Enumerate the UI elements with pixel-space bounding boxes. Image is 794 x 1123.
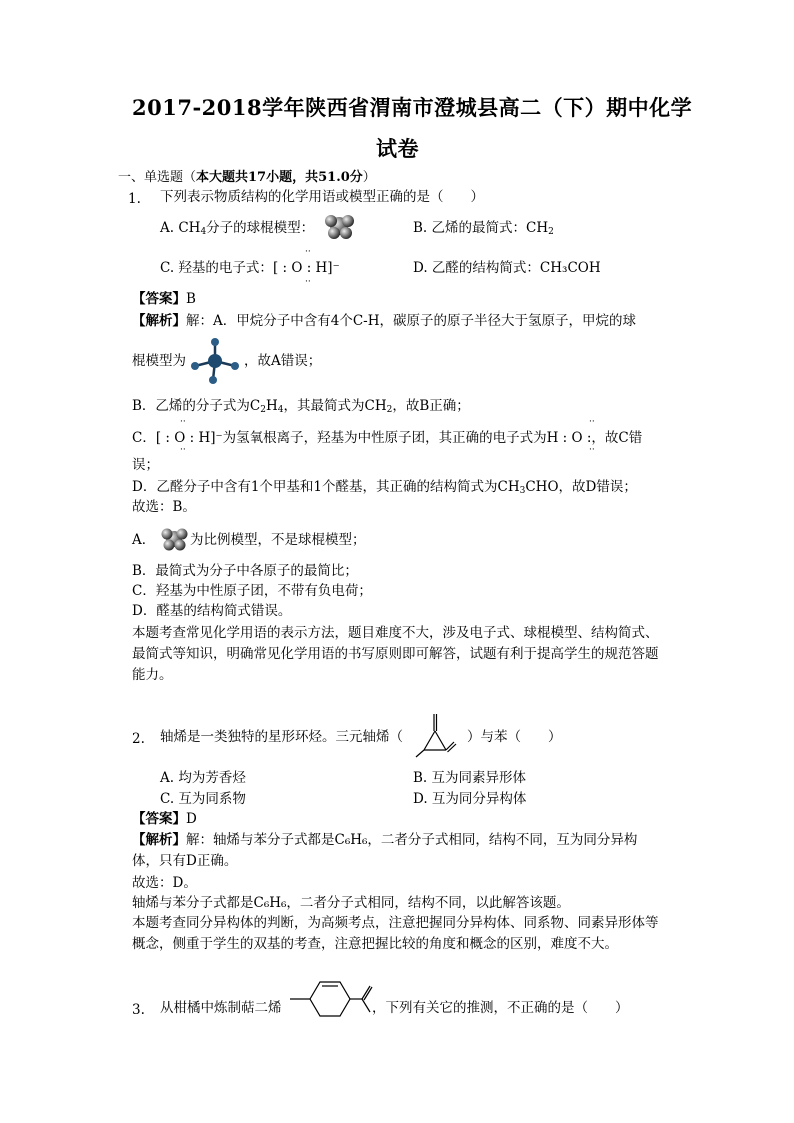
q1-option-c-dots-top: ··	[305, 247, 311, 257]
q1-option-a	[160, 218, 314, 238]
q1-option-c-formula: [ : O : H]⁻	[272, 260, 340, 276]
q2-point: 轴烯与苯分子式都是C₆H₆，二者分子式相同，结构不同，以此解答该题。	[132, 895, 570, 911]
q2-answer-label: 【答案】	[132, 811, 186, 827]
q1-option-a-sub: 4	[200, 227, 207, 237]
q1-analysis-b-mid: H	[265, 398, 278, 414]
q2-number: 2.	[132, 731, 145, 747]
methane-space-filling-small-icon	[158, 524, 190, 554]
q1-analysis-c-correct: H : O :	[546, 430, 592, 446]
q1-number: 1.	[128, 191, 141, 207]
q1-analysis-d	[132, 477, 637, 497]
q1-analysis-b-sub1: 2	[260, 405, 266, 415]
q3-stem-suffix: ，下列有关它的推测，不正确的是（ ）	[372, 1000, 629, 1016]
q1-summary: 本题考查常见化学用语的表示方法，题目难度不大，涉及电子式、球棍模型、结构简式、最简式等知识，明确常见化学用语的书写原则即可解答，试题有利于提高学生的规范答题能力。	[132, 625, 659, 683]
q1-analysis-text1: 解：A．甲烷分子中含有4个C-H，碳原子的原子半径大于氢原子，甲烷的球	[186, 313, 637, 329]
q1-analysis-line2-suffix: ，故A错误；	[244, 353, 322, 369]
q1-option-b	[413, 218, 554, 238]
q2-choose: 故选：D。	[132, 875, 197, 891]
q1-analysis-b-prefix: B．乙烯的分子式为C	[132, 398, 261, 414]
q1-answer	[132, 289, 196, 309]
q1-analysis-line2	[132, 351, 186, 371]
q2-option-a: A. 均为芳香烃	[160, 770, 246, 786]
q1-option-c-prefix: C. 羟基的电子式：	[160, 260, 273, 276]
q1-point-b: B．最简式为分子中各原子的最简比；	[132, 563, 358, 579]
q1-option-b-text: B. 乙烯的最简式：CH	[413, 220, 549, 236]
q1-stem: 下列表示物质结构的化学用语或模型正确的是（ ）	[160, 189, 484, 205]
q2-analysis	[132, 830, 664, 872]
q1-option-a-prefix: A. CH	[160, 220, 201, 236]
q1-analysis-c-dots-top: ··	[180, 417, 186, 427]
section-heading-bold: 本大题共17小题，共51.0分	[196, 170, 363, 185]
q3-stem-prefix: 从柑橘中炼制萜二烯	[160, 1000, 282, 1016]
q1-point-a-suffix: 为比例模型，不是球棍模型；	[190, 532, 366, 548]
q1-analysis-line2-prefix: 棍模型为	[132, 353, 186, 369]
q2-option-c: C. 互为同系物	[160, 791, 246, 807]
q1-answer-label: 【答案】	[132, 291, 186, 307]
q1-analysis-line1	[132, 311, 636, 331]
q1-analysis-b-sub3: 2	[386, 405, 393, 415]
q1-analysis-c-correct-dots-bottom: ··	[589, 445, 595, 455]
q1-analysis-d-mid: CHO，故D错误；	[525, 479, 637, 495]
q1-point-d: D．醛基的结构简式错误。	[132, 603, 292, 619]
q1-analysis-b-sub2: 4	[277, 405, 284, 415]
exam-title-line2: 试卷	[376, 136, 419, 161]
q1-option-c-dots-bottom: ··	[305, 277, 311, 287]
limonene-structure-icon	[290, 980, 376, 1026]
section-heading-prefix: 一、单选题（	[118, 170, 197, 185]
q1-analysis-c-correct-dots-top: ··	[589, 417, 595, 427]
q2-option-b: B. 互为同素异形体	[413, 770, 527, 786]
q1-analysis-c-mid: 为氢氧根离子，羟基为中性原子团，其正确的电子式为	[222, 430, 547, 446]
q2-answer-value: D	[186, 811, 197, 827]
exam-title-line1: 2017-2018学年陕西省渭南市澄城县高二（下）期中化学	[132, 95, 693, 120]
q1-point-c: C．羟基为中性原子团，不带有负电荷；	[132, 583, 372, 599]
q2-answer	[132, 809, 197, 829]
q2-stem-prefix: 轴烯是一类独特的星形环烃。三元轴烯（	[160, 729, 403, 745]
q1-option-c	[160, 258, 340, 278]
q1-choose: 故选：B。	[132, 499, 196, 515]
q1-analysis-c-end: ，故C错	[591, 430, 643, 446]
q1-option-d: D. 乙醛的结构简式：CH₃COH	[413, 260, 601, 276]
section-heading-suffix: ）	[362, 170, 376, 185]
q1-analysis-c-dots-bottom: ··	[180, 445, 186, 455]
section-heading	[118, 168, 376, 188]
methane-space-filling-icon	[322, 210, 358, 242]
q1-analysis-c	[132, 428, 642, 448]
q1-analysis-c-line2: 误；	[132, 457, 159, 473]
q2-analysis-text: 解：轴烯与苯分子式都是C₆H₆，二者分子式相同，结构不同，互为同分异构体，只有D正确。	[132, 832, 638, 869]
q1-analysis-d-sub: 3	[519, 486, 526, 496]
q2-option-d: D. 互为同分异构体	[413, 791, 527, 807]
q1-analysis-c-formula: [ : O : H]⁻	[155, 430, 223, 446]
methane-ball-stick-icon	[187, 336, 243, 386]
q1-analysis-c-prefix: C．	[132, 430, 156, 446]
q1-option-b-sub: 2	[548, 227, 554, 237]
q1-analysis-b-suffix: ，其最简式为CH	[283, 398, 387, 414]
q1-analysis-b	[132, 396, 470, 416]
q1-point-a-prefix: A．	[132, 532, 156, 548]
q2-analysis-label: 【解析】	[132, 832, 186, 848]
q3-number: 3.	[132, 1002, 145, 1018]
q1-analysis-label: 【解析】	[132, 313, 186, 329]
q1-analysis-d-prefix: D．乙醛分子中含有1个甲基和1个醛基，其正确的结构简式为CH	[132, 479, 520, 495]
q1-analysis-b-end: ，故B正确；	[392, 398, 470, 414]
q1-option-a-suffix: 分子的球棍模型：	[206, 220, 315, 236]
trimethylenecyclopropane-icon	[413, 710, 461, 758]
q1-answer-value: B	[186, 291, 196, 307]
q2-summary: 本题考查同分异构体的判断，为高频考点，注意把握同分异构体、同系物、同素异形体等概念，侧重于学生的双基的考查，注意把握比较的角度和概念的区别，难度不大。	[132, 915, 659, 952]
q2-stem-suffix: ）与苯（ ）	[467, 729, 562, 745]
